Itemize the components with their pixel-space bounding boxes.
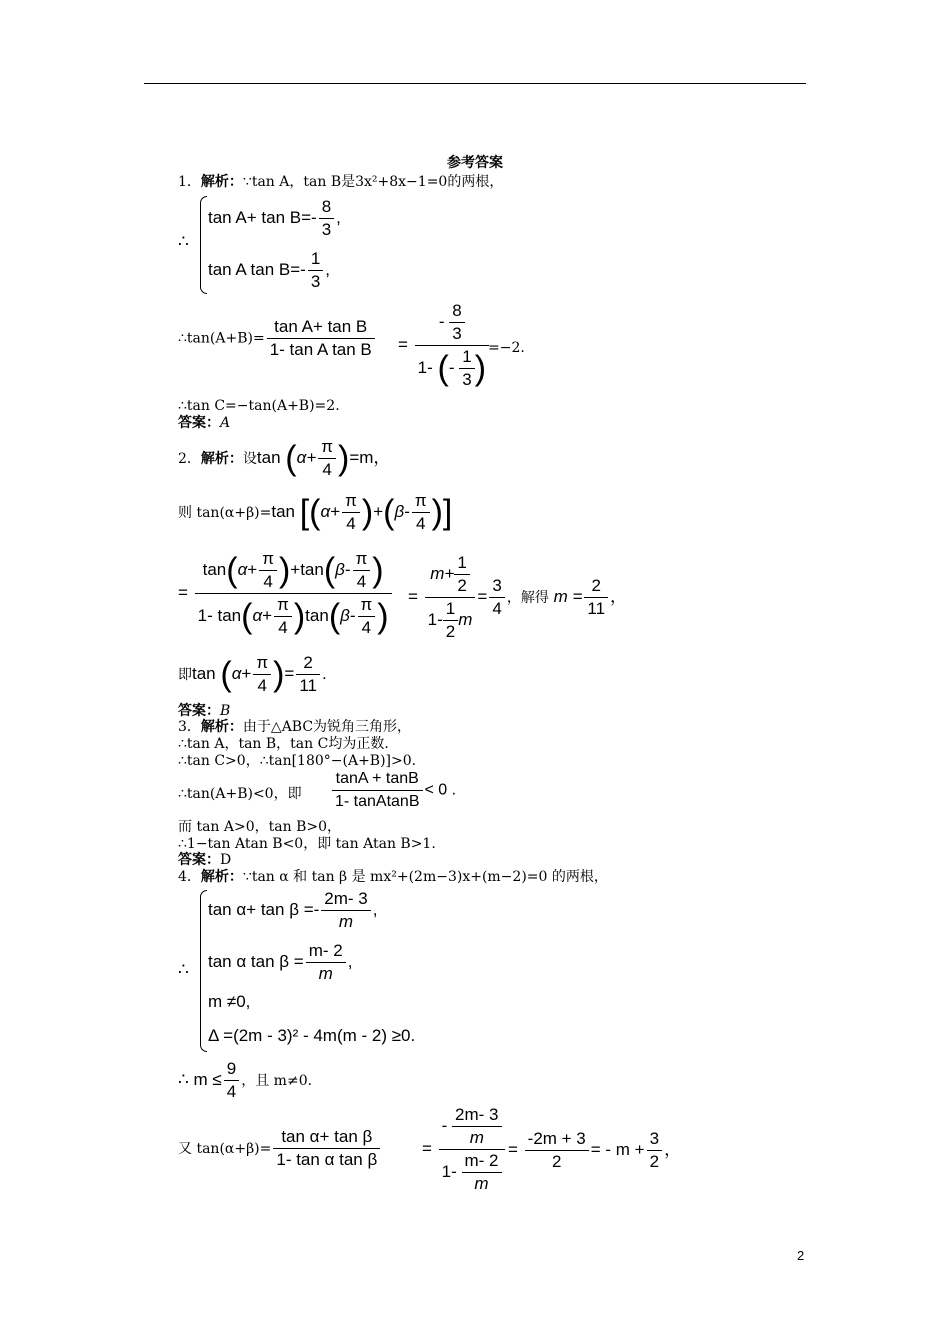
q2-ze: 则 tan(α+β)=: [178, 504, 272, 521]
q4-f2-den: 2: [551, 1152, 562, 1171]
q4-sys4: Δ =(2m - 3)² - 4m(m - 2) ≥0.: [208, 1026, 416, 1045]
q4-and-m: ，且 m≠0.: [241, 1072, 313, 1089]
q4-num: 4．: [178, 869, 201, 885]
q4-system-brace: [200, 890, 207, 1052]
q3-answer-label: 答案：: [178, 852, 220, 868]
q1-sys2-text: tan A tan B=-: [208, 259, 306, 279]
q4-intro: [178, 869, 608, 885]
q3-num: 3．: [178, 719, 201, 735]
q3-answer: [178, 852, 231, 868]
q2-label: 解析：: [200, 450, 243, 467]
q4-tan-sum: [178, 1126, 382, 1171]
q2-two: 2: [584, 575, 608, 598]
q3-frac-den: 1- tanAtanB: [335, 793, 420, 810]
q1-answer-value: A: [220, 415, 231, 431]
page-title: 参考答案: [447, 155, 503, 171]
q4-result: = $\frac{-2m + 3}{2}$ = - m + $\frac{3}{2}$ ，: [508, 1129, 682, 1171]
q4-text: ∵tan α 和 tan β 是 mx²+(2m−3)x+(m−2)=0 的两根，: [242, 869, 608, 885]
q1-sys1-den: 3: [321, 220, 332, 239]
q4-sys1-num: 2m- 3: [321, 888, 370, 911]
q1-result: =−2.: [488, 340, 525, 356]
q4-f2-num: -2m + 3: [525, 1128, 589, 1151]
q1-tan-sum-prefix: ∴tan(A+B)=: [178, 330, 265, 347]
q1-answer: [178, 415, 230, 431]
q1-sys1-num: 8: [319, 196, 334, 219]
q3-answer-value: D: [220, 852, 232, 868]
q2-eq-m: =m，: [349, 447, 391, 467]
q3-frac-num: tanA + tanB: [332, 768, 423, 791]
q1-sys2: tan A tan B=- $\frac{1}{3}$ ,: [208, 249, 331, 291]
q4-two: 2: [649, 1152, 660, 1171]
q1-sys1: tan A+ tan B=- $\frac{8}{3}$ ,: [208, 197, 341, 239]
q3-line5: 而 tan A>0，tan B>0，: [178, 819, 342, 835]
q4-sys1-den: m: [338, 912, 354, 931]
q2-ji: 即: [178, 666, 192, 683]
q2-m: m: [458, 609, 473, 629]
q2-four: 4: [322, 460, 332, 479]
q3-frac: [330, 768, 456, 813]
q4-nested-frac: = - $\frac{2m- 3}{m}$ 1- $\frac{m- 2}{m}$: [422, 1104, 507, 1195]
q1-intro: [178, 174, 503, 190]
q2-solve: ，解得: [506, 589, 549, 606]
q4-label: 解析：: [200, 869, 243, 885]
q3-line4: [178, 786, 302, 802]
q1-system-brace: [200, 196, 207, 294]
q3-line4-prefix: ∴tan(A+B)<0，即: [178, 786, 302, 802]
q1-nested-frac: = - $\frac{8}{3}$ 1- (- $\frac{1}{3}$ ): [398, 300, 491, 391]
q1-tanC: ∴tan C=−tan(A+B)=2.: [178, 398, 340, 414]
q1-tan-sum: [178, 316, 377, 361]
q4-sys2-den: m: [318, 964, 333, 983]
q2-alpha: α+: [296, 447, 317, 467]
q4-sys1: tan α+ tan β =- $\frac{2m- 3}{m}$ ,: [208, 889, 378, 931]
q2-answer: [178, 703, 230, 719]
q4-tf-num: tan α+ tan β: [273, 1126, 380, 1149]
q3-intro: [178, 719, 411, 735]
q4-tf-den: 1- tan α tan β: [276, 1150, 378, 1169]
q3-frac-suffix: < 0 .: [424, 781, 457, 799]
q3-line1: 由于△ABC为锐角三角形，: [242, 719, 412, 735]
q2-pi: π: [318, 436, 336, 459]
q1-tan-sum-num: tan A+ tan B: [267, 316, 375, 339]
page-number: 2: [797, 1248, 805, 1263]
q2-answer-label: 答案：: [178, 703, 220, 719]
q1-answer-label: 答案：: [178, 415, 220, 431]
q4-m-le-text: ∴ m ≤: [178, 1069, 222, 1089]
q4-sys3: m ≠0,: [208, 992, 251, 1011]
q4-therefore: ∴: [178, 960, 189, 979]
q2-tan: tan: [256, 447, 281, 467]
q4-sys2: tan α tan β = $\frac{m- 2}{m}$ ,: [208, 941, 353, 983]
q1-therefore: ∴: [178, 232, 189, 251]
q2-tan-sum-line: 则 tan(α+β)=tan [(α+ $\frac{\pi}{4}$ )+(β- $\frac{\pi}{4}$ )]: [178, 491, 453, 533]
q1-text: ∵tan A，tan B是3x²+8x−1=0的两根，: [242, 174, 504, 190]
q1-num: 1．: [178, 174, 201, 190]
q1-sys2-den: 3: [310, 272, 321, 291]
q4-four: 4: [226, 1082, 237, 1101]
q2-text: 设: [242, 450, 257, 467]
header-rule: [144, 83, 806, 84]
q2-half-n: 1: [454, 552, 469, 575]
q4-sys1-text: tan α+ tan β =-: [208, 899, 320, 919]
q2-num: 2．: [178, 450, 201, 467]
q4-three: 3: [647, 1128, 662, 1151]
q2-answer-value: B: [220, 703, 231, 719]
q2-34-n: 3: [489, 575, 504, 598]
q2-34-d: 4: [492, 599, 502, 618]
q4-you: 又 tan(α+β)=: [178, 1140, 272, 1157]
q2-m-num: m+: [430, 563, 455, 583]
q1-sys2-num: 1: [308, 248, 323, 271]
q3-line6: ∴1−tan Atan B<0，即 tan Atan B>1.: [178, 836, 436, 852]
q4-nine: 9: [224, 1058, 239, 1081]
q4-m-le: [178, 1058, 312, 1103]
q2-eleven: 11: [587, 599, 606, 618]
q2-m-den: 1-: [427, 609, 443, 629]
q4-res: = - m +: [590, 1139, 645, 1159]
q3-line2: ∴tan A，tan B，tan C均为正数.: [178, 736, 389, 752]
q2-intro: 2．解析：设tan (α+ $\frac{\pi}{4}$ )=m，: [178, 437, 391, 479]
q3-line3: ∴tan C>0，∴tan[180°−(A+B)]>0.: [178, 753, 417, 769]
q2-big-frac: = tan(α+ $\frac{\pi}{4}$ )+tan(β- $\frac{\pi}{4}$ ) 1- tan(α+ $\frac{\pi}{4}$ )tan(β- $\frac{\pi}{4}$ ): [178, 548, 394, 639]
q3-label: 解析：: [200, 719, 243, 735]
q4-sys2-num: m- 2: [306, 940, 346, 963]
q2-ji-line: 即tan (α+ $\frac{\pi}{4}$ )= $\frac{2}{11}$ .: [178, 653, 327, 695]
q1-label: 解析：: [200, 174, 243, 190]
q1-tan-sum-den: 1- tan A tan B: [269, 340, 372, 359]
q2-m-frac: = m+ $\frac{1}{2}$ 1- $\frac{1}{2}$ m = $\frac{3}{4}$ ，解得 m = $\frac{2}{11}$ ，: [408, 553, 628, 641]
q2-half-d: 2: [457, 576, 467, 595]
q1-sys1-text: tan A+ tan B=-: [208, 207, 317, 227]
q4-sys2-text: tan α tan β =: [208, 951, 304, 971]
q2-m-eq: m =: [553, 586, 583, 606]
